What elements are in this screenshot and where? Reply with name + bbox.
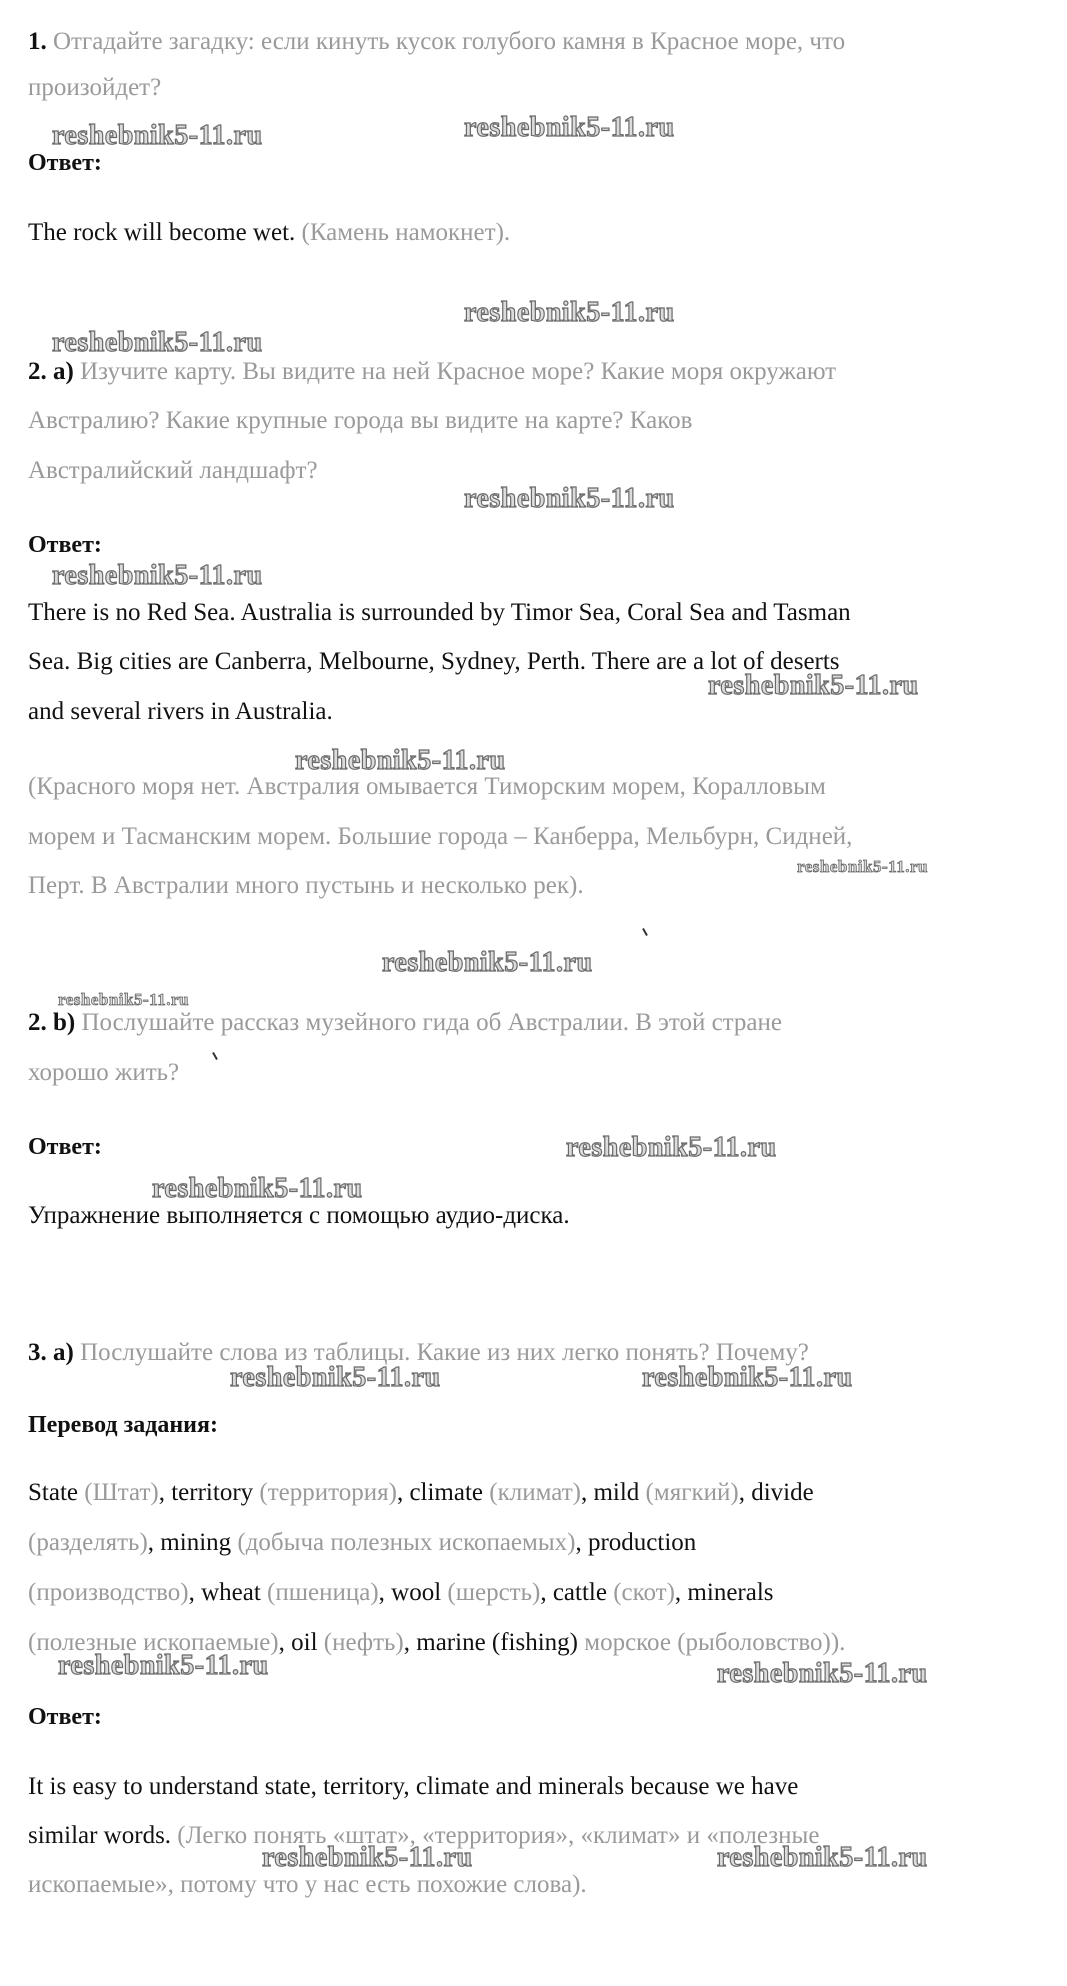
task-1-answer-ru: (Камень намокнет). <box>301 219 511 246</box>
word-ru: (скот) <box>613 1579 675 1606</box>
watermark: reshebnik5-11.ru <box>52 120 263 151</box>
word-en: State <box>28 1479 78 1506</box>
task-3a-answer-ru-1: (Легко понять «штат», «территория», «климат» и «полезные <box>177 1822 820 1849</box>
word-ru: (Штат) <box>84 1479 159 1506</box>
watermark: reshebnik5-11.ru <box>642 1362 853 1393</box>
task-2a-answer-ru-line-1: (Красного моря нет. Австралия омывается Тиморским морем, Коралловым <box>28 773 826 800</box>
word-en: cattle <box>552 1579 607 1606</box>
word-en: production <box>587 1529 697 1556</box>
task-2a-answer-en-line-3: and several rivers in Australia. <box>28 698 333 725</box>
task-2b-answer-label: Ответ: <box>28 1134 102 1160</box>
scan-speck <box>212 1052 218 1060</box>
task-2a-answer-label: Ответ: <box>28 532 102 558</box>
task-3a-answer-en-2: similar words. <box>28 1822 172 1849</box>
word-ru: (территория) <box>259 1479 397 1506</box>
word-ru: (климат) <box>489 1479 581 1506</box>
word-ru: (полезные ископаемые) <box>28 1629 279 1656</box>
task-2b-number: 2. b) <box>28 1009 76 1036</box>
watermark: reshebnik5-11.ru <box>58 990 189 1009</box>
watermark: reshebnik5-11.ru <box>52 327 263 358</box>
watermark: reshebnik5-11.ru <box>230 1362 441 1393</box>
task-3a-words-line-1: State (Штат), territory (территория), climate (климат), mild (мягкий), divide <box>28 1479 814 1506</box>
word-en: minerals <box>687 1579 774 1606</box>
task-3a-question-text: Послушайте слова из таблицы. Какие из них легко понять? Почему? <box>80 1339 809 1366</box>
task-2b-answer: Упражнение выполняется с помощью аудио-диска. <box>28 1202 570 1229</box>
watermark: reshebnik5-11.ru <box>717 1658 928 1689</box>
word-en: marine (fishing) <box>416 1629 579 1656</box>
task-3a-answer-line-3: ископаемые», потому что у нас есть похожие слова). <box>28 1871 587 1898</box>
task-2b-question-text: Послушайте рассказ музейного гида об Австралии. В этой стране <box>81 1009 782 1036</box>
word-ru: (добыча полезных ископаемых) <box>237 1529 576 1556</box>
task-2a-question-text: Изучите карту. Вы видите на ней Красное море? Какие моря окружают <box>80 358 837 385</box>
word-ru: (нефть) <box>323 1629 404 1656</box>
task-2a-answer-en-line-1: There is no Red Sea. Australia is surrounded by Timor Sea, Coral Sea and Tasman <box>28 599 851 626</box>
task-3a-words-line-4: (полезные ископаемые), oil (нефть), marine (fishing) морское (рыболовство)). <box>28 1629 846 1656</box>
watermark: reshebnik5-11.ru <box>708 670 919 701</box>
task-3a-translation-label: Перевод задания: <box>28 1412 218 1438</box>
task-1-question-text: Отгадайте загадку: если кинуть кусок голубого камня в Красное море, что <box>53 28 846 55</box>
task-1-question-line-2: произойдет? <box>28 74 162 101</box>
watermark: reshebnik5-11.ru <box>382 947 593 978</box>
word-en: mining <box>160 1529 232 1556</box>
watermark: reshebnik5-11.ru <box>152 1173 363 1204</box>
watermark: reshebnik5-11.ru <box>262 1842 473 1873</box>
word-en: wool <box>391 1579 442 1606</box>
watermark: reshebnik5-11.ru <box>566 1132 777 1163</box>
task-3a-words-line-2: (разделять), mining (добыча полезных ископаемых), production <box>28 1529 697 1556</box>
watermark: reshebnik5-11.ru <box>464 297 675 328</box>
task-2a-answer-en-line-2: Sea. Big cities are Canberra, Melbourne, Sydney, Perth. There are a lot of deserts <box>28 648 840 675</box>
task-1-question-line-1 <box>28 27 845 57</box>
scan-speck <box>642 928 648 936</box>
word-ru: (мягкий) <box>645 1479 739 1506</box>
task-1-answer-label: Ответ: <box>28 150 102 176</box>
task-3a-words-line-3: (производство), wheat (пшеница), wool (шерсть), cattle (скот), minerals <box>28 1579 774 1606</box>
task-3a-answer-line-1: It is easy to understand state, territory, climate and minerals because we have <box>28 1773 799 1800</box>
word-ru: (разделять) <box>28 1529 148 1556</box>
word-en: climate <box>409 1479 484 1506</box>
word-en: mild <box>593 1479 640 1506</box>
task-2a-question-line-3: Австралийский ландшафт? <box>28 457 318 484</box>
task-2b-question-line-1 <box>28 1008 782 1038</box>
task-2a-answer-ru-line-3: Перт. В Австралии много пустынь и несколько рек). <box>28 872 584 899</box>
task-2a-question-line-1 <box>28 357 836 387</box>
task-2a-question-line-2: Австралию? Какие крупные города вы видите на карте? Каков <box>28 407 693 434</box>
watermark: reshebnik5-11.ru <box>52 560 263 591</box>
task-2b-question-line-2: хорошо жить? <box>28 1059 180 1086</box>
watermark: reshebnik5-11.ru <box>295 745 506 776</box>
word-ru: (пшеница) <box>267 1579 379 1606</box>
word-ru: (шерсть) <box>447 1579 541 1606</box>
word-en: territory <box>171 1479 254 1506</box>
task-1-number: 1. <box>28 28 47 55</box>
watermark: reshebnik5-11.ru <box>464 112 675 143</box>
word-en: wheat <box>201 1579 261 1606</box>
word-en: oil <box>291 1629 318 1656</box>
word-en: divide <box>751 1479 814 1506</box>
watermark: reshebnik5-11.ru <box>797 857 928 876</box>
word-ru: (производство) <box>28 1579 189 1606</box>
watermark: reshebnik5-11.ru <box>717 1842 928 1873</box>
task-1-answer-en: The rock will become wet. <box>28 219 296 246</box>
watermark: reshebnik5-11.ru <box>58 1650 269 1681</box>
task-3a-answer-label: Ответ: <box>28 1704 102 1730</box>
task-2a-number: 2. a) <box>28 358 74 385</box>
task-3a-number: 3. a) <box>28 1339 74 1366</box>
task-2a-answer-ru-line-2: морем и Тасманским морем. Большие города – Канберра, Мельбурн, Сидней, <box>28 823 853 850</box>
task-1-answer <box>28 218 510 248</box>
watermark: reshebnik5-11.ru <box>464 483 675 514</box>
word-ru: морское (рыболовство)). <box>584 1629 846 1656</box>
